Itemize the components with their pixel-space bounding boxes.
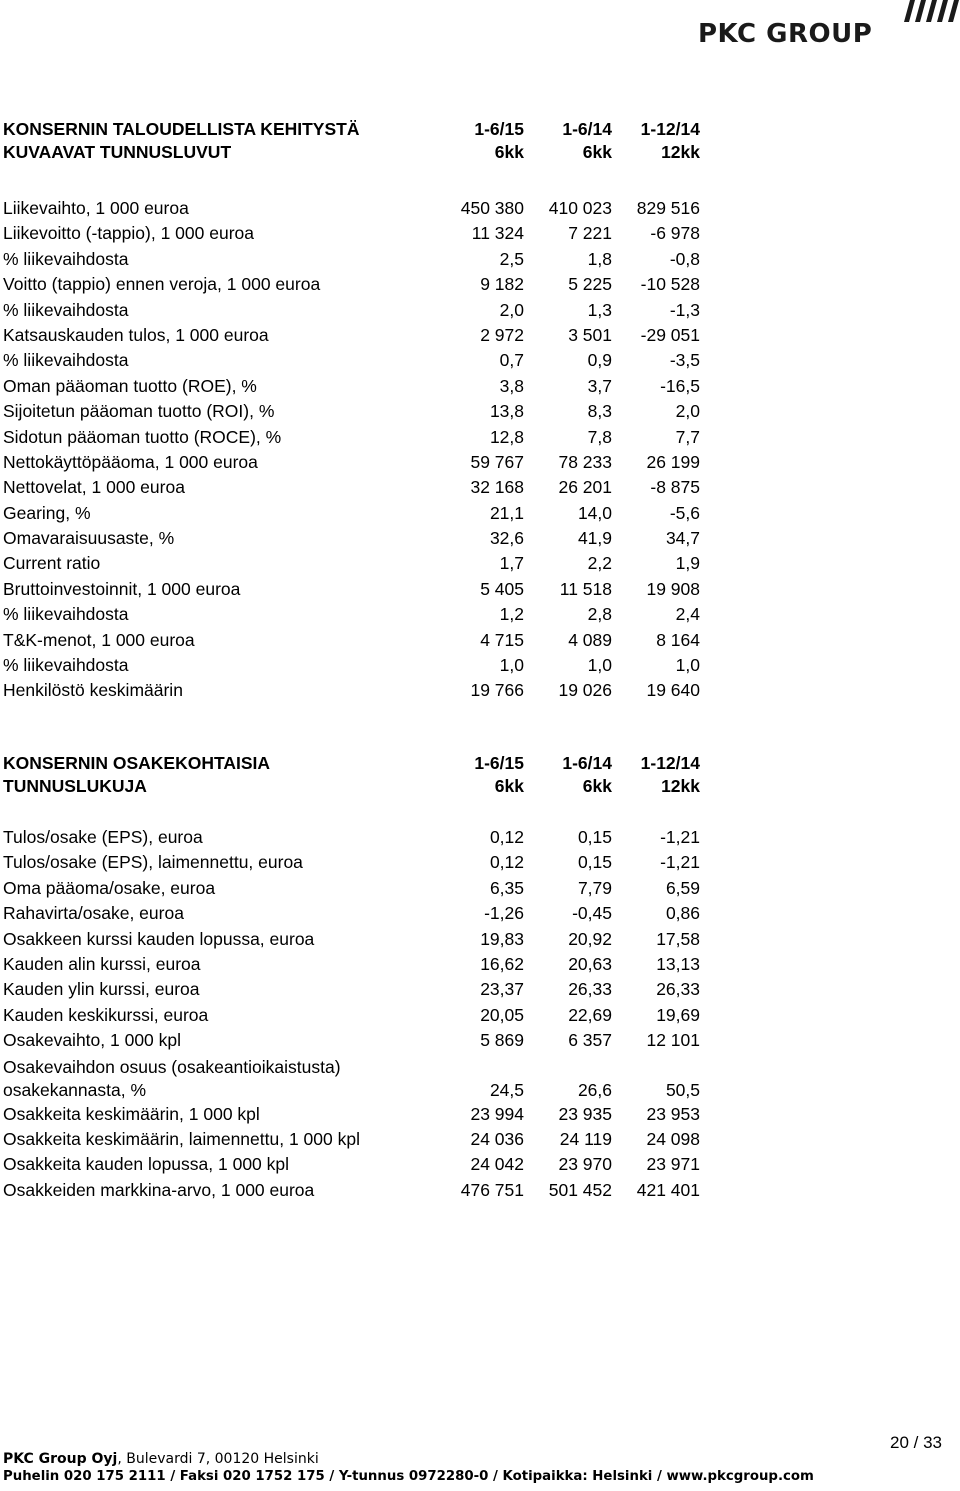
row-value: 476 751 [460, 1179, 524, 1200]
column-header-period: 1-6/14 [562, 753, 612, 773]
table-title: KONSERNIN TALOUDELLISTA KEHITYSTÄ [3, 119, 360, 139]
row-value: -0,45 [572, 903, 612, 924]
row-value: 3 501 [568, 324, 612, 345]
column-header-period: 1-6/14 [562, 119, 612, 139]
row-value: 7,8 [587, 426, 612, 447]
row-value: -29 051 [640, 324, 700, 345]
column-header-period: 1-12/14 [640, 119, 700, 139]
table-row [0, 1180, 720, 1205]
row-value: 24 098 [646, 1128, 700, 1149]
row-value: 26,33 [656, 979, 700, 1000]
row-value: 19 640 [646, 680, 700, 701]
row-label: Kauden ylin kurssi, euroa [3, 979, 200, 1000]
row-label: % liikevaihdosta [3, 350, 129, 371]
row-value: -5,6 [669, 502, 700, 523]
row-value: -0,8 [669, 248, 700, 269]
row-label [3, 1056, 341, 1102]
row-label: Osakkeiden markkina-arvo, 1 000 euroa [3, 1179, 315, 1200]
row-value: 2,0 [499, 299, 524, 320]
row-label: Sidotun pääoman tuotto (ROCE), % [3, 426, 282, 447]
row-value: 23 994 [470, 1103, 524, 1124]
row-value: 7,7 [675, 426, 700, 447]
row-value: 26 199 [646, 451, 700, 472]
row-label: % liikevaihdosta [3, 604, 129, 625]
row-label: Rahavirta/osake, euroa [3, 903, 184, 924]
table-row [0, 274, 720, 299]
row-value: 26 201 [558, 477, 612, 498]
row-label: Tulos/osake (EPS), laimennettu, euroa [3, 852, 303, 873]
row-value: 6 357 [568, 1030, 612, 1051]
row-value: 5 869 [480, 1030, 524, 1051]
row-value: 26,6 [577, 1079, 612, 1100]
table-row [0, 427, 720, 452]
row-value: 22,69 [568, 1004, 612, 1025]
table-row [0, 249, 720, 274]
row-value: 1,9 [675, 553, 700, 574]
row-value: 20,92 [568, 928, 612, 949]
page-number: 20 / 33 [890, 1433, 942, 1452]
row-value: 32,6 [489, 528, 524, 549]
row-value: 1,0 [499, 655, 524, 676]
table-row [0, 1056, 720, 1104]
row-value: 20,05 [480, 1004, 524, 1025]
row-value: 19 908 [646, 578, 700, 599]
row-label: % liikevaihdosta [3, 248, 129, 269]
table-subtitle: TUNNUSLUKUJA [3, 776, 147, 796]
row-value: -16,5 [660, 375, 700, 396]
row-value: 2,5 [499, 248, 524, 269]
row-value: 5 225 [568, 274, 612, 295]
row-value: -6 978 [650, 223, 700, 244]
row-value: 26,33 [568, 979, 612, 1000]
row-value: 19 026 [558, 680, 612, 701]
row-value: 2,0 [675, 401, 700, 422]
table-subtitle: KUVAAVAT TUNNUSLUVUT [3, 142, 232, 162]
row-value: -10 528 [640, 274, 700, 295]
row-value: 2,8 [587, 604, 612, 625]
row-value: 6,35 [489, 877, 524, 898]
row-value: 23 935 [558, 1103, 612, 1124]
row-value: 0,86 [665, 903, 700, 924]
column-header-unit: 6kk [494, 776, 524, 796]
row-value: 3,7 [587, 375, 612, 396]
row-value: 4 715 [480, 629, 524, 650]
row-label: Osakevaihto, 1 000 kpl [3, 1030, 182, 1051]
row-label: Liikevoitto (-tappio), 1 000 euroa [3, 223, 254, 244]
row-label: Gearing, % [3, 502, 91, 523]
row-value: 19,69 [656, 1004, 700, 1025]
column-header-unit: 6kk [582, 142, 612, 162]
table-row [0, 452, 720, 477]
pkc-group-logo [698, 0, 960, 50]
row-value: 1,2 [499, 604, 524, 625]
row-label: Nettovelat, 1 000 euroa [3, 477, 185, 498]
table-body [0, 827, 720, 1205]
row-value: 1,8 [587, 248, 612, 269]
row-label: Current ratio [3, 553, 101, 574]
row-label: Liikevaihto, 1 000 euroa [3, 198, 189, 218]
table-row [0, 553, 720, 578]
row-value: 5 405 [480, 578, 524, 599]
row-value: 24,5 [489, 1079, 524, 1100]
table-row [0, 325, 720, 350]
row-value: 17,58 [656, 928, 700, 949]
table-row [0, 376, 720, 401]
table-row [0, 350, 720, 375]
row-value: 13,13 [656, 953, 700, 974]
table-row [0, 1030, 720, 1055]
footer-address [3, 1451, 319, 1467]
row-value: -1,21 [660, 827, 700, 847]
row-value: 50,5 [665, 1079, 700, 1100]
row-value: 3,8 [499, 375, 524, 396]
column-header-unit: 12kk [661, 142, 700, 162]
row-label: Tulos/osake (EPS), euroa [3, 827, 203, 847]
row-label: Osakkeita keskimäärin, laimennettu, 1 000 kpl [3, 1128, 360, 1149]
table-header [0, 119, 720, 142]
row-value: 12,8 [489, 426, 524, 447]
row-value: 20,63 [568, 953, 612, 974]
table-row [0, 401, 720, 426]
row-value: 19 766 [470, 680, 524, 701]
row-value: 41,9 [577, 528, 612, 549]
column-header-period: 1-6/15 [474, 753, 524, 773]
table-row [0, 604, 720, 629]
row-value: 19,83 [480, 928, 524, 949]
row-label: Kauden keskikurssi, euroa [3, 1004, 209, 1025]
row-value: 23 953 [646, 1103, 700, 1124]
row-value: 421 401 [636, 1179, 700, 1200]
row-value: 501 452 [548, 1179, 612, 1200]
row-label-line: Osakevaihdon osuus (osakeantioikaistusta) [3, 1056, 341, 1077]
row-value: 410 023 [548, 198, 612, 218]
row-label: % liikevaihdosta [3, 655, 129, 676]
row-value: 78 233 [558, 451, 612, 472]
footer-company: PKC Group Oyj [3, 1451, 118, 1467]
column-header-unit: 6kk [494, 142, 524, 162]
row-value: 4 089 [568, 629, 612, 650]
table-row [0, 1104, 720, 1129]
row-value: -1,26 [484, 903, 524, 924]
row-value: 24 042 [470, 1154, 524, 1175]
row-value: 2 972 [480, 324, 524, 345]
row-value: 1,0 [587, 655, 612, 676]
per-share-table [0, 753, 720, 1205]
row-value: 11 518 [559, 578, 612, 599]
row-value: -1,21 [660, 852, 700, 873]
row-label: Osakkeita kauden lopussa, 1 000 kpl [3, 1154, 290, 1175]
table-header [0, 142, 720, 165]
table-title: KONSERNIN OSAKEKOHTAISIA [3, 753, 271, 773]
row-label-line: osakekannasta, % [3, 1079, 147, 1100]
row-value: 8 164 [656, 629, 700, 650]
logo-text: PKC GROUP [698, 19, 873, 49]
financial-development-table [0, 119, 720, 706]
column-header-unit: 6kk [582, 776, 612, 796]
row-value: -3,5 [669, 350, 700, 371]
row-value: 21,1 [489, 502, 524, 523]
row-label: Nettokäyttöpääoma, 1 000 euroa [3, 451, 258, 472]
row-value: 24 119 [559, 1128, 612, 1149]
row-value: 0,15 [577, 852, 612, 873]
table-row [0, 300, 720, 325]
row-label: Omavaraisuusaste, % [3, 528, 175, 549]
table-row [0, 878, 720, 903]
table-row [0, 852, 720, 877]
row-label: T&K-menot, 1 000 euroa [3, 629, 195, 650]
row-value: 14,0 [577, 502, 612, 523]
row-value: 1,0 [675, 655, 700, 676]
table-row [0, 954, 720, 979]
footer-address-text: , Bulevardi 7, 00120 Helsinki [117, 1451, 319, 1467]
column-header-period: 1-12/14 [640, 753, 700, 773]
table-header [0, 776, 720, 799]
row-value: 7,79 [577, 877, 612, 898]
row-value: 0,7 [499, 350, 524, 371]
table-row [0, 903, 720, 928]
row-value: 0,15 [577, 827, 612, 847]
row-value: 13,8 [489, 401, 524, 422]
row-value: 11 324 [471, 223, 524, 244]
table-row [0, 680, 720, 705]
row-value: 0,12 [489, 827, 524, 847]
row-value: 12 101 [646, 1030, 700, 1051]
row-value: 23 971 [646, 1154, 700, 1175]
row-value: 59 767 [470, 451, 524, 472]
row-label: Sijoitetun pääoman tuotto (ROI), % [3, 401, 275, 422]
row-value: 6,59 [665, 877, 700, 898]
table-row [0, 528, 720, 553]
row-value: 24 036 [470, 1128, 524, 1149]
table-row [0, 503, 720, 528]
row-value: 16,62 [480, 953, 524, 974]
row-label: Kauden alin kurssi, euroa [3, 953, 201, 974]
logo-stripes-icon [904, 0, 960, 22]
row-value: 7 221 [568, 223, 612, 244]
table-row [0, 929, 720, 954]
row-value: 32 168 [470, 477, 524, 498]
row-label: Osakkeita keskimäärin, 1 000 kpl [3, 1103, 260, 1124]
row-label: Bruttoinvestoinnit, 1 000 euroa [3, 578, 241, 599]
table-row [0, 1129, 720, 1154]
row-label: Henkilöstö keskimäärin [3, 680, 183, 701]
row-label: Katsauskauden tulos, 1 000 euroa [3, 324, 269, 345]
table-row [0, 827, 720, 852]
table-row [0, 655, 720, 680]
column-header-unit: 12kk [661, 776, 700, 796]
row-label: Osakkeen kurssi kauden lopussa, euroa [3, 928, 315, 949]
row-value: 23 970 [558, 1154, 612, 1175]
row-value: 1,7 [499, 553, 524, 574]
table-row [0, 477, 720, 502]
table-row [0, 223, 720, 248]
row-value: 0,9 [587, 350, 612, 371]
row-value: -1,3 [669, 299, 700, 320]
row-value: -8 875 [650, 477, 700, 498]
table-row [0, 1154, 720, 1179]
footer-contact: Puhelin 020 175 2111 / Faksi 020 1752 175 / Y-tunnus 0972280-0 / Kotipaikka: Helsinki / www.pkcgroup.com [3, 1469, 814, 1484]
row-value: 2,4 [675, 604, 700, 625]
row-value: 2,2 [587, 553, 612, 574]
row-value: 8,3 [587, 401, 612, 422]
table-row [0, 198, 720, 223]
row-value: 450 380 [460, 198, 524, 218]
table-row [0, 1005, 720, 1030]
table-row [0, 630, 720, 655]
table-body [0, 198, 720, 706]
table-row [0, 979, 720, 1004]
row-label: % liikevaihdosta [3, 299, 129, 320]
column-header-period: 1-6/15 [474, 119, 524, 139]
row-value: 1,3 [587, 299, 612, 320]
row-value: 0,12 [489, 852, 524, 873]
table-header [0, 753, 720, 776]
row-label: Oman pääoman tuotto (ROE), % [3, 375, 257, 396]
table-row [0, 579, 720, 604]
row-value: 9 182 [480, 274, 524, 295]
row-label: Oma pääoma/osake, euroa [3, 877, 216, 898]
row-label: Voitto (tappio) ennen veroja, 1 000 euroa [3, 274, 321, 295]
row-value: 23,37 [480, 979, 524, 1000]
row-value: 829 516 [636, 198, 700, 218]
row-value: 34,7 [665, 528, 700, 549]
